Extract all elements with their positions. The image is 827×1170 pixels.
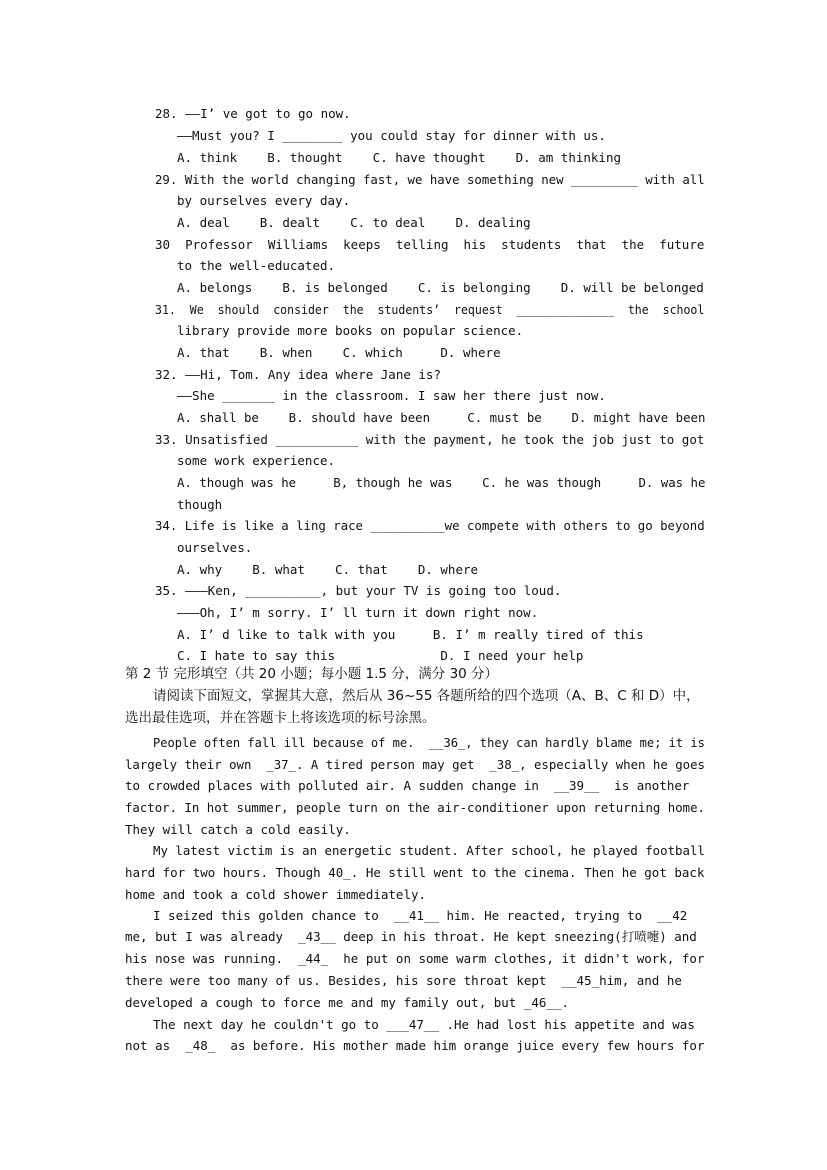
passage-line: there were too many of us. Besides, his sore throat kept __45_him, and he: [125, 973, 682, 988]
question-30-options: A. belongs B. is belonged C. is belonging D. will be belonged: [177, 280, 704, 295]
passage-line: factor. In hot summer, people turn on the air-conditioner upon returning home.: [125, 800, 705, 815]
passage-line: largely their own _37_. A tired person may get _38_, especially when he goes: [125, 757, 705, 772]
question-29-options: A. deal B. dealt C. to deal D. dealing: [177, 215, 531, 230]
passage-line: They will catch a cold easily.: [125, 822, 351, 837]
passage-line: home and took a cold shower immediately.: [125, 887, 427, 902]
question-31-stem-cont: library provide more books on popular science.: [177, 323, 524, 338]
passage-line: hard for two hours. Though 40_. He still went to the cinema. Then he got back: [125, 865, 705, 880]
question-33-stem-cont: some work experience.: [177, 453, 336, 468]
question-28-stem: 28. ——I’ ve got to go now.: [155, 106, 351, 121]
question-35-dialog: ———Oh, I’ m sorry. I’ ll turn it down right now.: [177, 605, 539, 620]
question-31-options: A. that B. when C. which D. where: [177, 345, 501, 360]
section-2-instruction-cont: 选出最佳选项，并在答题卡上将该选项的标号涂黑。: [125, 710, 436, 726]
question-35-stem: 35. ———Ken, __________, but your TV is going too loud.: [155, 583, 562, 598]
question-34-stem-cont: ourselves.: [177, 540, 253, 555]
passage-line: to crowded places with polluted air. A sudden change in __39__ is another: [125, 778, 690, 793]
section-2-instruction: 请阅读下面短文，掌握其大意，然后从 36~55 各题所给的四个选项（A、B、C 和 D）中，: [153, 688, 700, 704]
question-35-options-cd: C. I hate to say this D. I need your help: [177, 648, 584, 663]
question-33-stem: 33. Unsatisfied ___________ with the payment, he took the job just to got: [155, 432, 705, 447]
passage-line: his nose was running. _44_ he put on some warm clothes, it didn't work, for: [125, 951, 705, 966]
passage-line: The next day he couldn't go to ___47__ .He had lost his appetite and was: [153, 1017, 695, 1032]
question-32-dialog: ——She _______ in the classroom. I saw her there just now.: [177, 388, 606, 403]
question-34-options: A. why B. what C. that D. where: [177, 562, 479, 577]
passage-line: I seized this golden chance to __41__ him. He reacted, trying to __42: [153, 908, 688, 923]
question-31-stem: 31. We should consider the students’ request ______________ the school: [155, 302, 705, 317]
question-33-options-cont: though: [177, 497, 223, 512]
passage-line: developed a cough to force me and my family out, but _46__.: [125, 995, 570, 1010]
passage-line: not as _48_ as before. His mother made him orange juice every few hours for: [125, 1038, 705, 1053]
question-34-stem: 34. Life is like a ling race __________we compete with others to go beyond: [155, 518, 705, 533]
question-33-options: A. though was he B, though he was C. he was though D. was he: [177, 475, 706, 490]
question-28-options: A. think B. thought C. have thought D. am thinking: [177, 150, 622, 165]
question-30-stem-cont: to the well-educated.: [177, 258, 336, 273]
question-30-stem: 30 Professor Williams keeps telling his students that the future: [155, 237, 705, 252]
passage-line: My latest victim is an energetic student. After school, he played football: [153, 843, 705, 858]
passage-line: me, but I was already _43__ deep in his throat. He kept sneezing(打喷嚏) and: [125, 929, 697, 944]
question-35-options-ab: A. I’ d like to talk with you B. I’ m really tired of this: [177, 627, 644, 642]
question-28-dialog: ——Must you? I ________ you could stay for dinner with us.: [177, 128, 606, 143]
question-32-stem: 32. ——Hi, Tom. Any idea where Jane is?: [155, 367, 441, 382]
question-29-stem: 29. With the world changing fast, we have something new _________ with all: [155, 172, 705, 187]
question-29-stem-cont: by ourselves every day.: [177, 193, 351, 208]
question-32-options: A. shall be B. should have been C. must be D. might have been: [177, 410, 706, 425]
section-2-heading: 第 2 节 完形填空（共 20 小题；每小题 1.5 分，满分 30 分）: [125, 666, 499, 682]
passage-line: People often fall ill because of me. __36_, they can hardly blame me; it is: [153, 735, 705, 750]
